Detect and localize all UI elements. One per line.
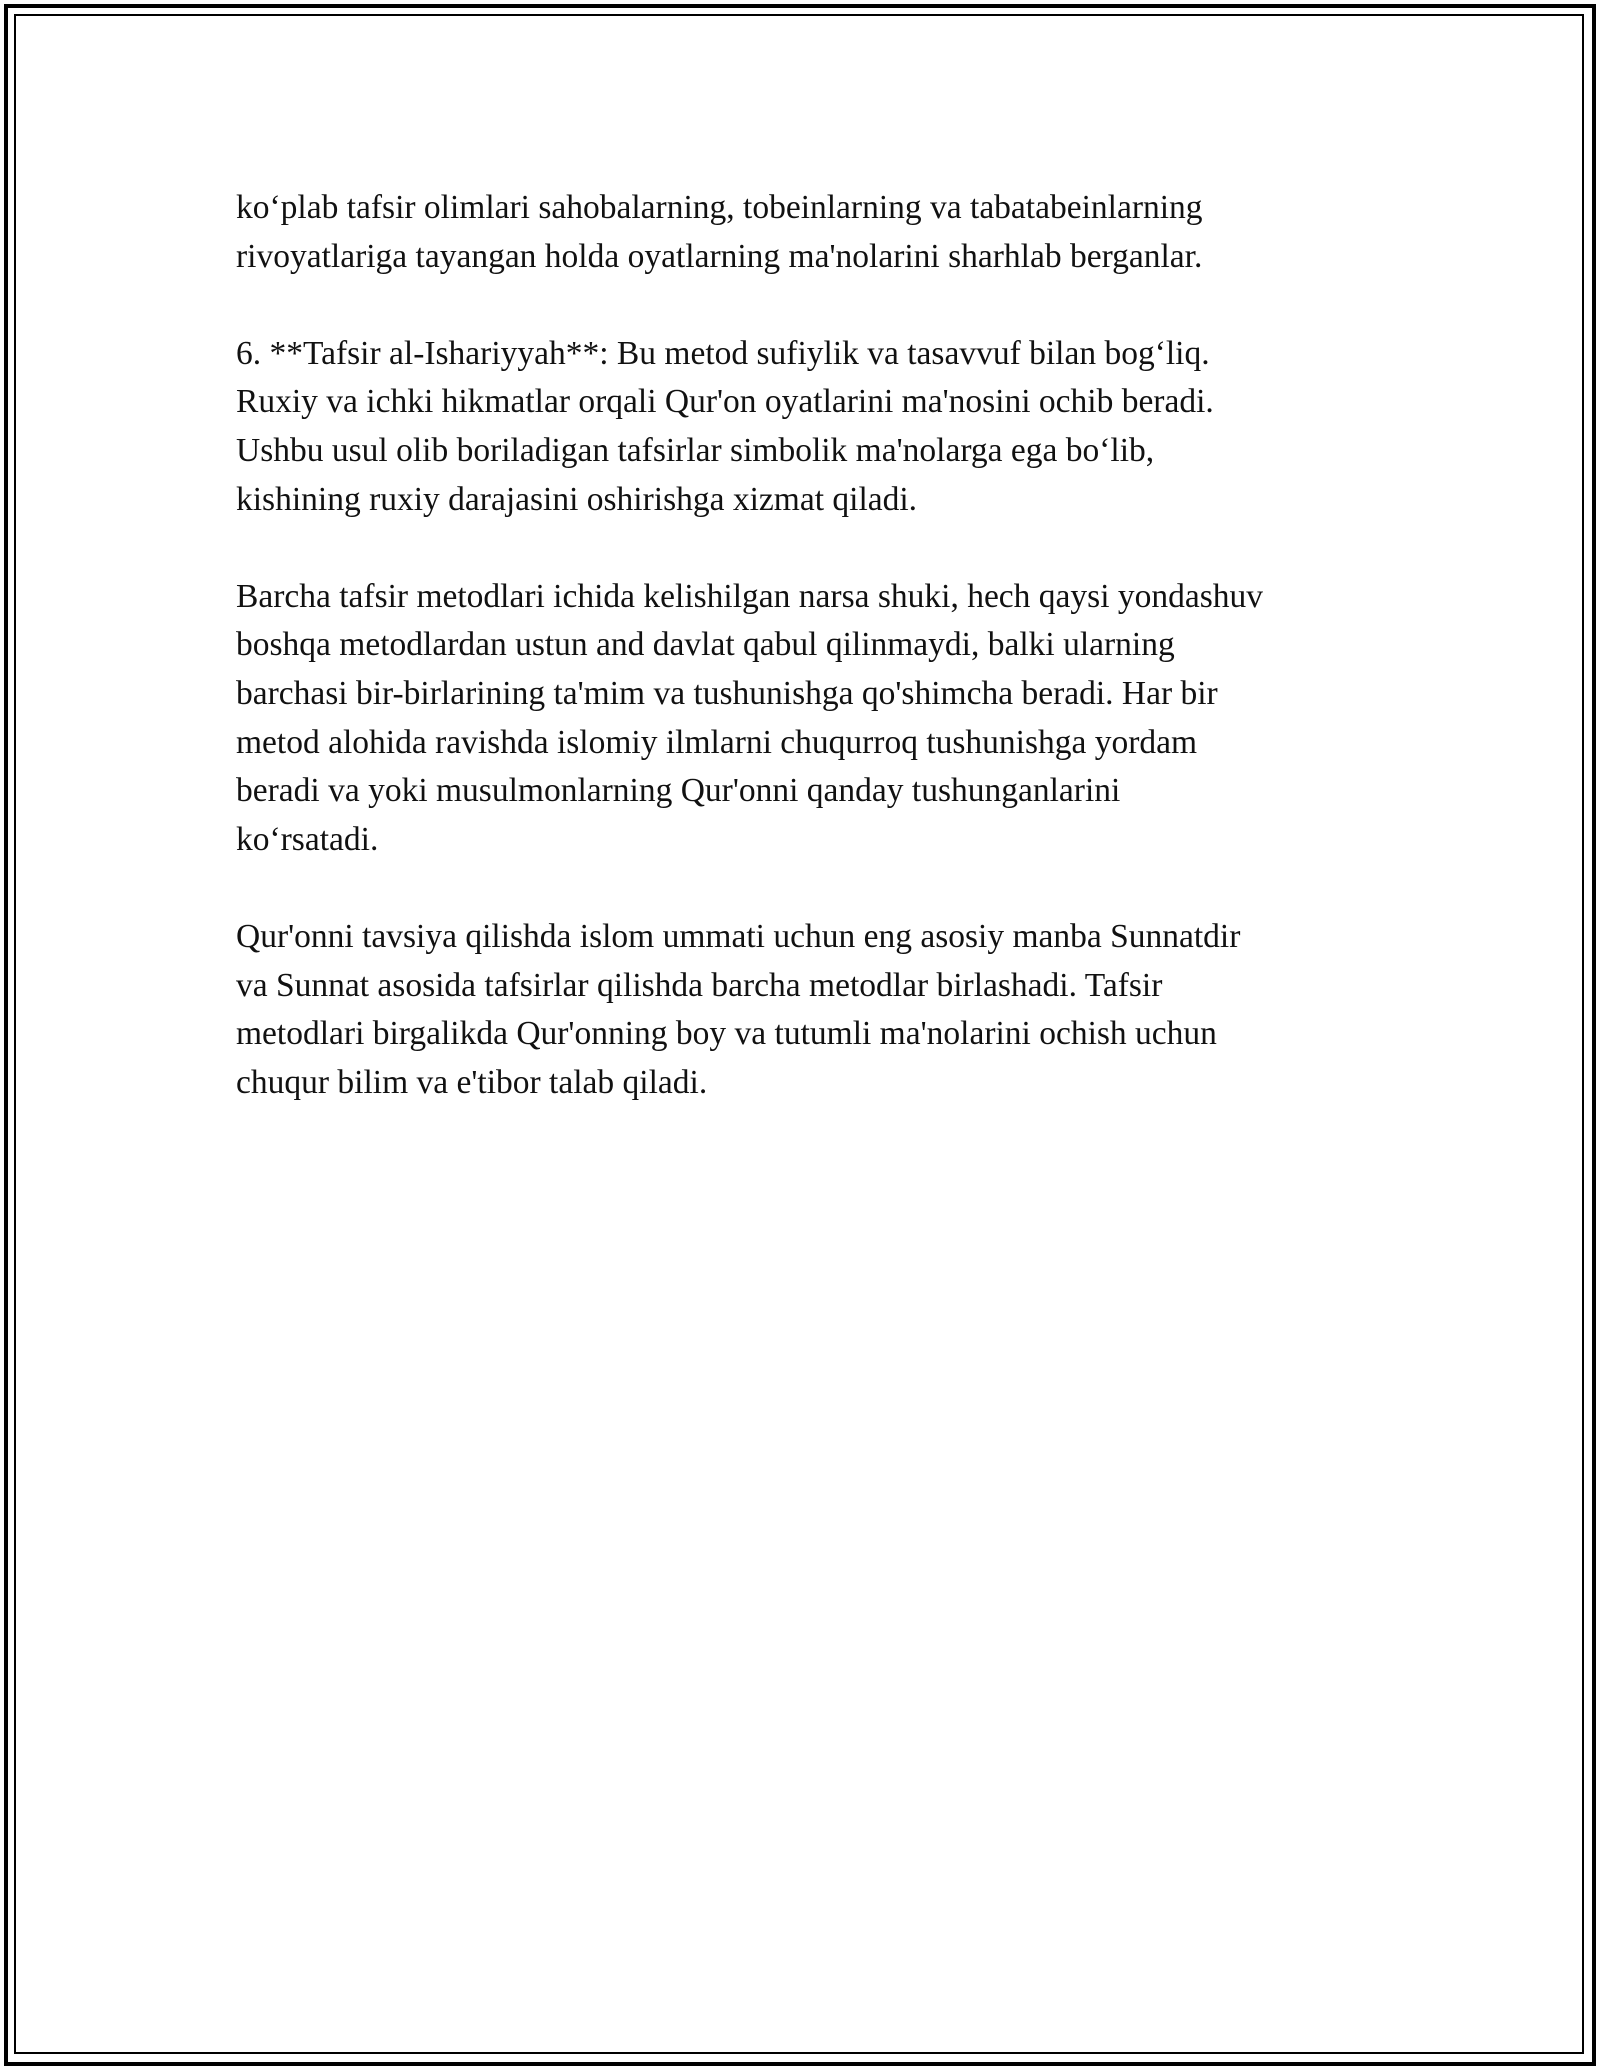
paragraph-tafsir-scholars: ko‘plab tafsir olimlari sahobalarning, tobeinlarning va tabatabeinlarning rivoyatlariga tayangan holda oyatlarning ma'nolarini sharhlab berganlar.: [236, 189, 1203, 275]
paragraph-methods-agreement: Barcha tafsir metodlari ichida kelishilgan narsa shuki, hech qaysi yondashuv boshqa metodlardan ustun and davlat qabul qilinmaydi, balki ularning barchasi bir-birlarining ta'mim va tushunishga qo'shimcha beradi. Har bir metod alohida ravishda islomiy ilmlarni chuqurroq tushunishga yordam beradi va yoki musulmonlarning Qur'onni qanday tushunganlarini ko‘rsatadi.: [236, 577, 1264, 858]
paragraph-tafsir-al-ishariyyah: 6. **Tafsir al-Ishariyyah**: Bu metod sufiylik va tasavvuf bilan bog‘liq. Ruxiy va ichki hikmatlar orqali Qur'on oyatlarini ma'nosini ochib beradi. Ushbu usul olib boriladigan tafsirlar simbolik ma'nolarga ega bo‘lib, kishining ruxiy darajasini oshirishga xizmat qiladi.: [236, 334, 1214, 518]
paragraph-sunnah-source: Qur'onni tavsiya qilishda islom ummati uchun eng asosiy manba Sunnatdir va Sunnat asosida tafsirlar qilishda barcha metodlar birlashadi. Tafsir metodlari birgalikda Qur'onning boy va tutumli ma'nolarini ochish uchun chuqur bilim va e'tibor talab qiladi.: [236, 917, 1241, 1101]
document-body: [236, 184, 1376, 1156]
